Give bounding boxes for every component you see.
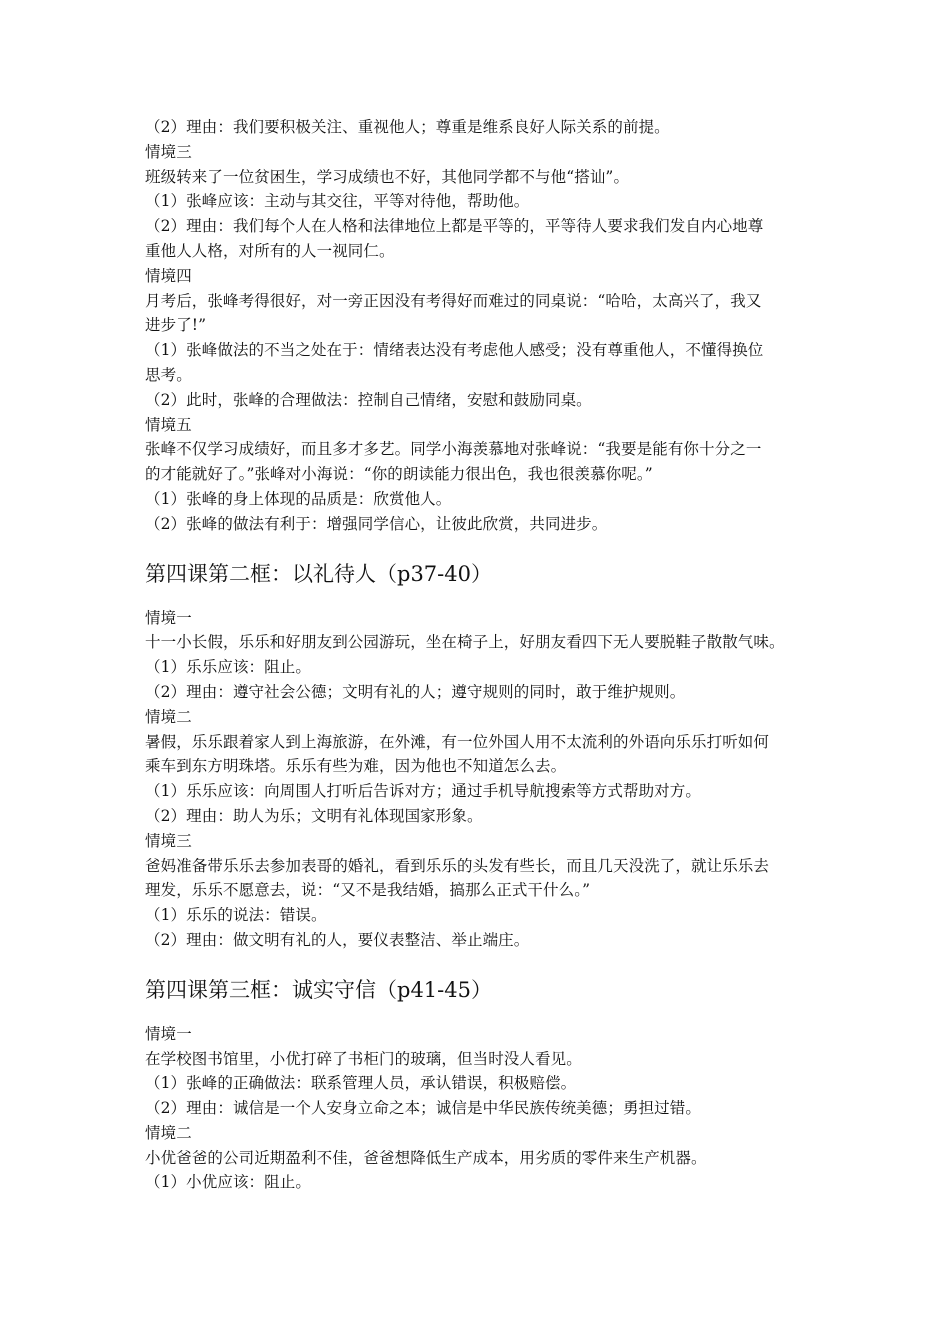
text-line: 进步了!” (145, 316, 207, 335)
text-line: 情境二 (145, 707, 192, 726)
section-yi-li-dai-ren (145, 559, 810, 953)
text-line: 情境一 (145, 608, 192, 627)
text-line: （1）张峰的正确做法：联系管理人员，承认错误，积极赔偿。 (145, 1074, 577, 1093)
text-line: 十一小长假，乐乐和好朋友到公园游玩，坐在椅子上，好朋友看四下无人要脱鞋子散散气味。 (145, 633, 785, 652)
text-line: （1）乐乐应该：向周围人打听后告诉对方；通过手机导航搜索等方式帮助对方。 (145, 782, 701, 801)
text-line: （2）此时，张峰的合理做法：控制自己情绪，安慰和鼓励同桌。 (145, 390, 592, 409)
text-line: 张峰不仅学习成绩好，而且多才多艺。同学小海羡慕地对张峰说：“我要是能有你十分之一 (145, 440, 762, 459)
text-line: （1）张峰做法的不当之处在于：情绪表达没有考虑他人感受；没有尊重他人，不懂得换位 (145, 341, 764, 360)
text-line: （2）理由：做文明有礼的人，要仪表整洁、举止端庄。 (145, 930, 530, 949)
text-line: 情境二 (145, 1123, 192, 1142)
text-line: 思考。 (145, 365, 192, 384)
section-cheng-shi-shou-xin (145, 975, 810, 1196)
text-line: 情境五 (145, 415, 192, 434)
text-line: 暑假，乐乐跟着家人到上海旅游，在外滩，有一位外国人用不太流利的外语向乐乐打听如何 (145, 732, 770, 751)
section-heading: 第四课第三框：诚实守信（p41-45） (145, 977, 492, 1002)
text-line: （1）张峰的身上体现的品质是：欣赏他人。 (145, 489, 452, 508)
text-line: （1）乐乐应该：阻止。 (145, 658, 311, 677)
text-line: 情境四 (145, 266, 192, 285)
text-line: 乘车到东方明珠塔。乐乐有些为难，因为他也不知道怎么去。 (145, 757, 567, 776)
text-line: 情境三 (145, 142, 192, 161)
text-line: 班级转来了一位贫困生，学习成绩也不好，其他同学都不与他“搭讪”。 (145, 167, 630, 186)
section-continued (145, 115, 810, 537)
text-line: （2）理由：诚信是一个人安身立命之本；诚信是中华民族传统美德；勇担过错。 (145, 1099, 701, 1118)
text-line: 月考后，张峰考得很好，对一旁正因没有考得好而难过的同桌说：“哈哈，太高兴了，我又 (145, 291, 762, 310)
text-line: （2）理由：遵守社会公德；文明有礼的人；遵守规则的同时，敢于维护规则。 (145, 682, 686, 701)
text-line: （1）乐乐的说法：错误。 (145, 906, 327, 925)
text-line: 的才能就好了。”张峰对小海说：“你的朗读能力很出色，我也很羡慕你呢。” (145, 465, 653, 484)
text-line: 爸妈准备带乐乐去参加表哥的婚礼，看到乐乐的头发有些长，而且几天没洗了，就让乐乐去 (145, 856, 770, 875)
text-line: 情境三 (145, 831, 192, 850)
text-line: 小优爸爸的公司近期盈利不佳，爸爸想降低生产成本，用劣质的零件来生产机器。 (145, 1148, 707, 1167)
text-line: （2）理由：我们每个人在人格和法律地位上都是平等的，平等待人要求我们发自内心地尊 (145, 217, 764, 236)
text-line: 在学校图书馆里，小优打碎了书柜门的玻璃，但当时没人看见。 (145, 1049, 582, 1068)
text-line: （2）理由：助人为乐；文明有礼体现国家形象。 (145, 806, 483, 825)
text-line: （1）张峰应该：主动与其交往，平等对待他，帮助他。 (145, 192, 530, 211)
text-line: （1）小优应该：阻止。 (145, 1173, 311, 1192)
text-line: 情境一 (145, 1024, 192, 1043)
text-line: （2）张峰的做法有利于：增强同学信心，让彼此欣赏，共同进步。 (145, 514, 608, 533)
text-line: 理发，乐乐不愿意去，说：“又不是我结婚，搞那么正式干什么。” (145, 881, 591, 900)
section-heading: 第四课第二框：以礼待人（p37-40） (145, 561, 492, 586)
text-line: 重他人人格，对所有的人一视同仁。 (145, 241, 395, 260)
text-line: （2）理由：我们要积极关注、重视他人；尊重是维系良好人际关系的前提。 (145, 118, 670, 136)
